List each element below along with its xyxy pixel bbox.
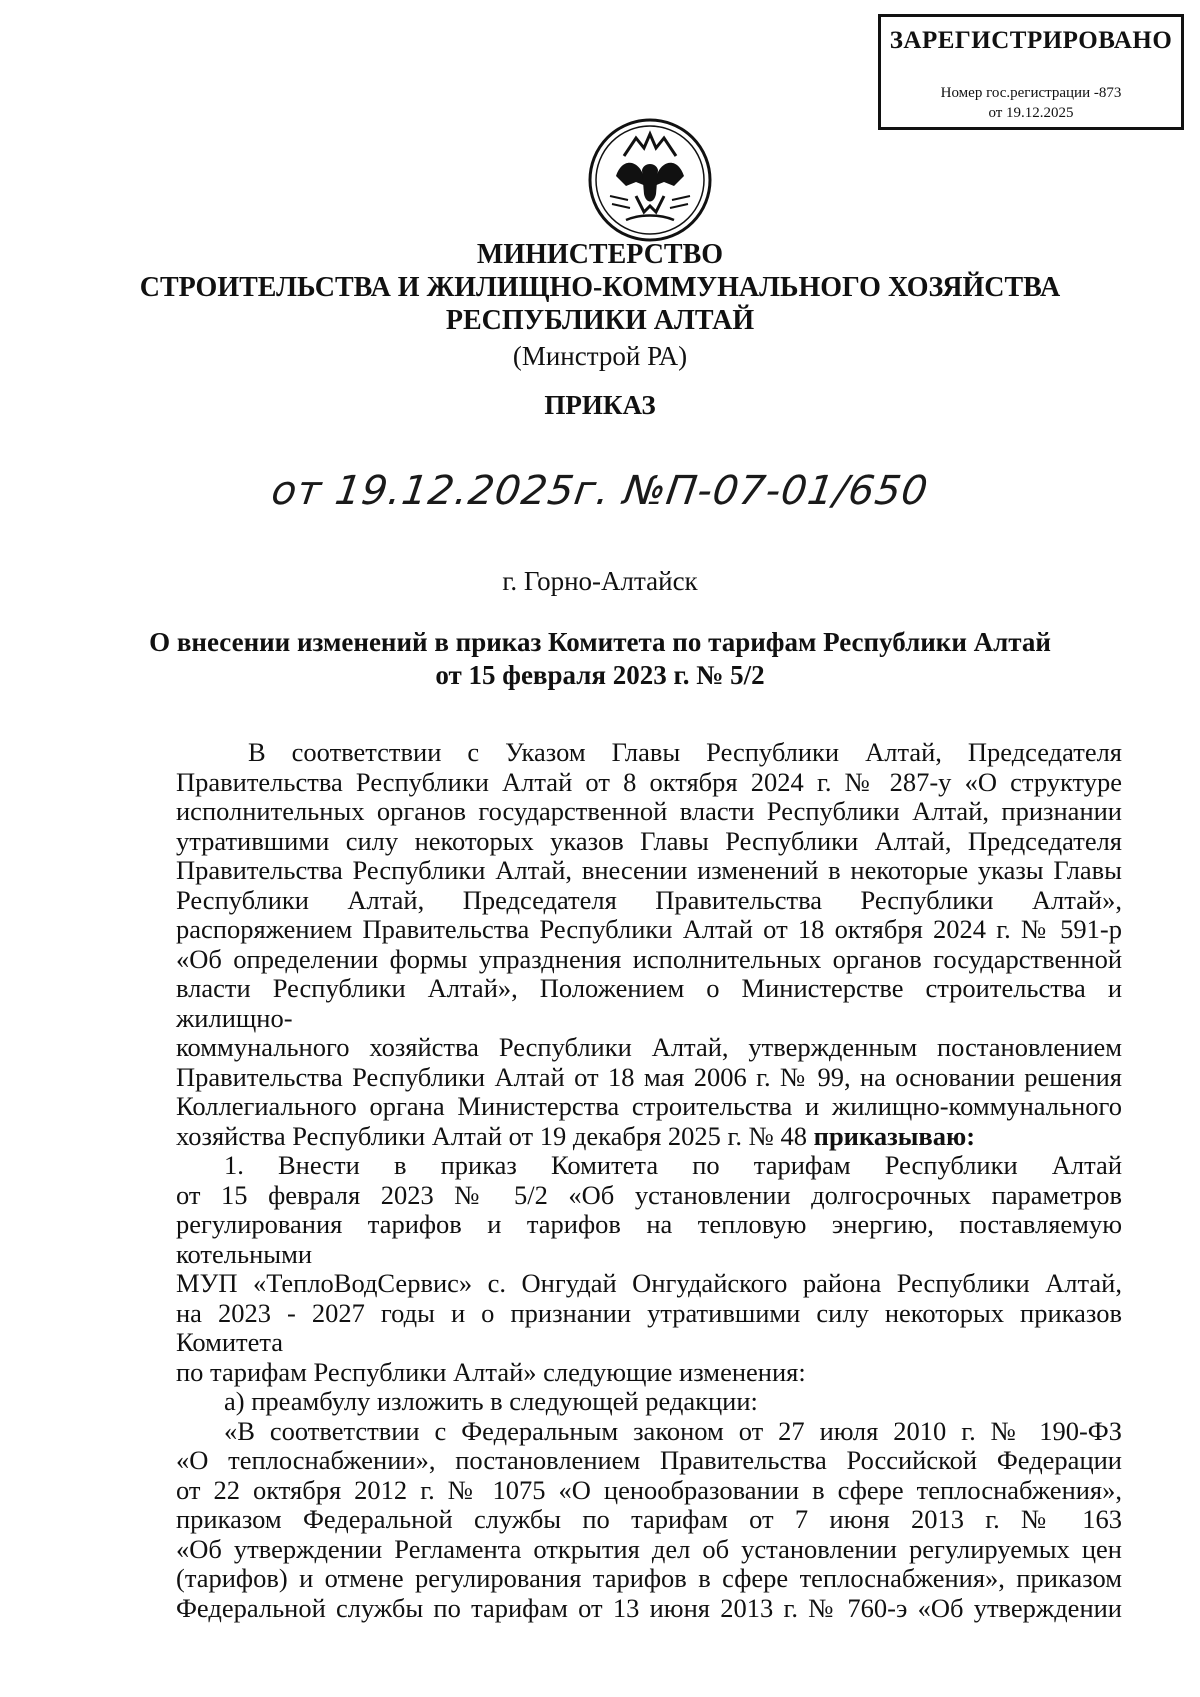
quote-line: (тарифов) и отмене регулирования тарифов в сфере теплоснабжения», приказом [176,1563,1122,1593]
subject-line-2: от 15 февраля 2023 г. № 5/2 [435,660,765,690]
quote-line: «О теплоснабжении», постановлением Правительства Российской Федерации [176,1445,1122,1475]
coat-of-arms-icon [586,116,714,244]
ministry-header [0,238,1200,373]
body-line: Республики Алтай, Председателя Правительства Республики Алтай», [176,884,1122,915]
body-line: Правительства Республики Алтай от 18 мая 2006 г. № 99, на основании решения [176,1061,1122,1092]
body-line: Коллегиального органа Министерства строительства и жилищно-коммунального [176,1091,1122,1121]
item1-line: по тарифам Республики Алтай» следующие изменения: [176,1356,806,1387]
body-line [176,1122,1122,1152]
item-a: а) преамбулу изложить в следующей редакции: [224,1386,758,1416]
quote-line: от 22 октября 2012 г. № 1075 «О ценообразовании в сфере теплоснабжения», [176,1474,1122,1505]
body-line: Правительства Республики Алтай от 8 октября 2024 г. № 287-у «О структуре [176,766,1122,797]
header-line-1: МИНИСТЕРСТВО [476,239,724,270]
item1-line: регулирования тарифов и тарифов на тепловую энергию, поставляемую котельными [176,1209,1122,1269]
order-title: ПРИКАЗ [544,390,656,420]
body-line: власти Республики Алтай», Положением о Министерстве строительства и жилищно- [176,973,1122,1033]
stamp-reg-date: от 19.12.2025 [988,105,1074,121]
header-line-3: РЕСПУБЛИКИ АЛТАЙ [445,305,755,336]
quote-line: «В соответствии с Федеральным законом от 27 июля 2010 г. № 190-ФЗ [224,1415,1122,1446]
registration-stamp [878,14,1184,130]
stamp-reg-number: Номер гос.регистрации -873 [940,85,1122,101]
item1-line: МУП «ТеплоВодСервис» с. Онгудай Онгудайского района Республики Алтай, [176,1268,1122,1298]
order-body [176,738,1122,1623]
order-number-handwritten: от 19.12.2025г. №П-07-01/650 [268,468,932,514]
body-line: исполнительных органов государственной власти Республики Алтай, признании [176,796,1122,826]
item1-line: 1. Внести в приказ Комитета по тарифам Республики Алтай [224,1150,1122,1180]
body-line: «Об определении формы упразднения исполнительных органов государственной [176,943,1122,974]
order-subject [0,626,1200,692]
subject-line-1: О внесении изменений в приказ Комитета по тарифам Республики Алтай [149,627,1051,657]
body-line: утратившими силу некоторых указов Главы Республики Алтай, Председателя [176,825,1122,856]
body-line: коммунального хозяйства Республики Алтай, утвержденным постановлением [176,1032,1122,1062]
item1-line: от 15 февраля 2023 № 5/2 «Об установлении долгосрочных параметров [176,1179,1122,1210]
orders-word: приказываю: [813,1120,976,1151]
quote-line: «Об утверждении Регламента открытия дел об установлении регулируемых цен [176,1533,1122,1564]
header-short-name: (Минстрой РА) [512,341,688,371]
quote-line: Федеральной службы по тарифам от 13 июня 2013 г. № 760-э «Об утверждении [176,1592,1122,1623]
quote-line: приказом Федеральной службы по тарифам от 7 июня 2013 г. № 163 [176,1504,1122,1534]
city: г. Горно-Алтайск [502,566,698,596]
stamp-title: ЗАРЕГИСТРИРОВАНО [889,27,1173,54]
header-line-2: СТРОИТЕЛЬСТВА И ЖИЛИЩНО-КОММУНАЛЬНОГО ХОЗЯЙСТВА [139,272,1061,303]
body-line-text: хозяйства Республики Алтай от 19 декабря 2025 г. № 48 [176,1120,808,1151]
body-line: В соответствии с Указом Главы Республики Алтай, Председателя [248,737,1122,767]
body-line: Правительства Республики Алтай, внесении изменений в некоторые указы Главы [176,855,1122,885]
body-line: распоряжением Правительства Республики Алтай от 18 октября 2024 г. № 591-р [176,914,1122,944]
item1-line: на 2023 - 2027 годы и о признании утратившими силу некоторых приказов Комитета [176,1297,1122,1357]
